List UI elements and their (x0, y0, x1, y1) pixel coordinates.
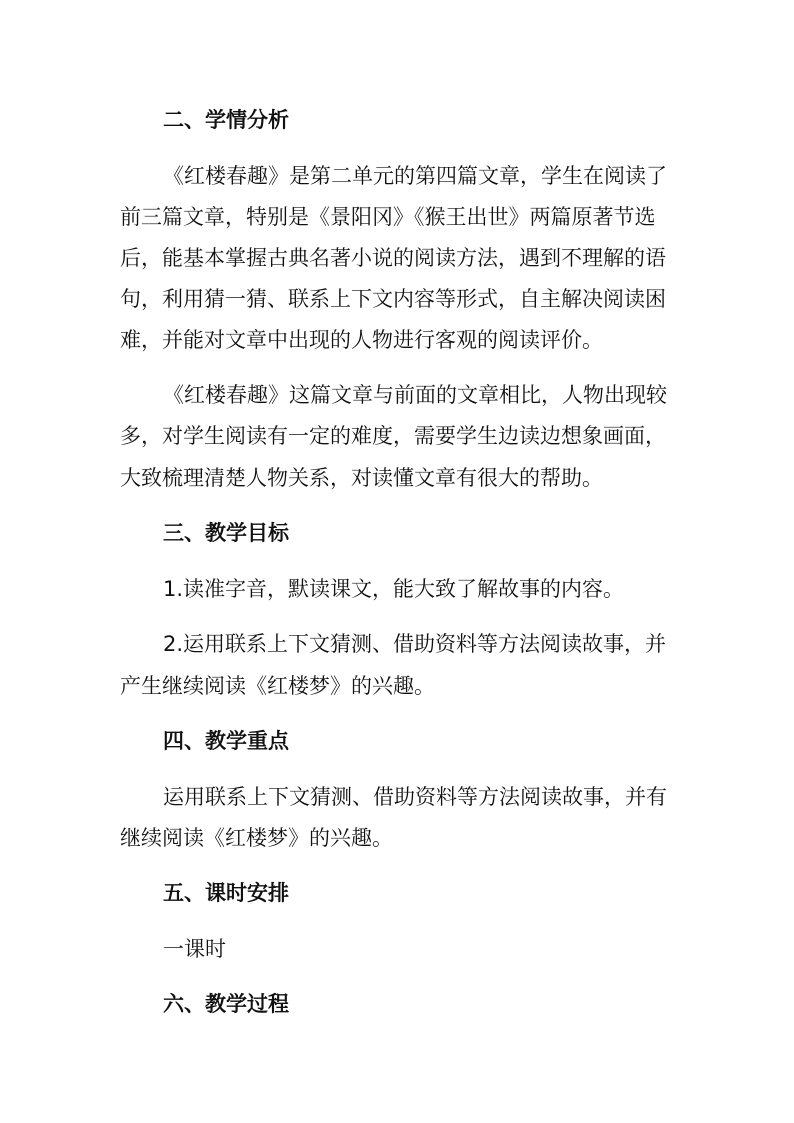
paragraph-line: 一课时 (163, 937, 226, 961)
section-heading-schedule: 五、课时安排 (163, 881, 289, 905)
section-heading-teaching-goals: 三、教学目标 (163, 521, 289, 545)
paragraph-line: 产生继续阅读《红楼梦》的兴趣。 (120, 674, 435, 698)
paragraph-line: 《红楼春趣》是第二单元的第四篇文章，学生在阅读了 (163, 164, 667, 188)
paragraph-line: 后，能基本掌握古典名著小说的阅读方法，遇到不理解的语 (120, 246, 666, 270)
paragraph-line: 前三篇文章，特别是《景阳冈》《猴王出世》两篇原著节选 (120, 205, 656, 229)
paragraph-line: 大致梳理清楚人物关系，对读懂文章有很大的帮助。 (120, 466, 603, 490)
paragraph-line: 难，并能对文章中出现的人物进行客观的阅读评价。 (120, 328, 603, 352)
paragraph-line: 继续阅读《红楼梦》的兴趣。 (120, 826, 393, 850)
paragraph-line: 《红楼春趣》这篇文章与前面的文章相比，人物出现较 (163, 383, 667, 407)
section-heading-learning-analysis: 二、学情分析 (163, 108, 289, 132)
goal-item-2: 2.运用联系上下文猜测、借助资料等方法阅读故事，并 (163, 632, 667, 656)
paragraph-line: 句，利用猜一猜、联系上下文内容等形式，自主解决阅读困 (120, 287, 666, 311)
section-heading-process: 六、教学过程 (163, 992, 289, 1016)
goal-item-1: 1.读准字音，默读课文，能大致了解故事的内容。 (163, 577, 625, 601)
paragraph-line: 运用联系上下文猜测、借助资料等方法阅读故事，并有 (163, 785, 667, 809)
section-heading-key-points: 四、教学重点 (163, 729, 289, 753)
paragraph-line: 多，对学生阅读有一定的难度，需要学生边读边想象画面， (120, 424, 666, 448)
